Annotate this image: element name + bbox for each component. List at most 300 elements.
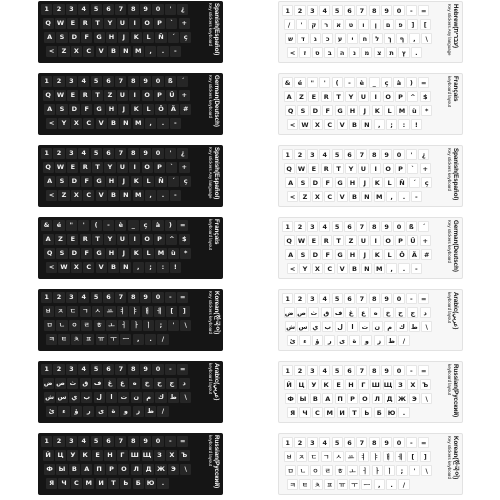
key-sticker: ㅊ	[71, 334, 82, 345]
key-sticker: L	[143, 32, 154, 43]
key-sticker: 6	[344, 365, 355, 376]
key-sticker: -	[406, 437, 417, 448]
key-sticker: G	[335, 249, 346, 260]
key-sticker: N	[120, 190, 131, 201]
keyboard-sticker-sheet	[278, 73, 463, 135]
key-grid	[41, 436, 201, 492]
key-sticker: А	[81, 464, 92, 475]
key-sticker: S	[56, 104, 67, 115]
key-sticker: /	[157, 406, 168, 417]
key-sticker: -	[170, 118, 181, 129]
key-sticker: ס	[312, 47, 323, 58]
key-sticker: ي	[69, 392, 80, 403]
key-sticker: ㄴ	[56, 320, 67, 331]
key-sticker: ر	[324, 335, 335, 346]
key-sticker: 5	[332, 293, 343, 304]
key-sticker: `	[166, 162, 177, 173]
key-sticker: J	[118, 248, 129, 259]
key-sticker: ㄷ	[308, 451, 319, 462]
key-sticker: X	[312, 263, 323, 274]
key-sticker: \	[180, 320, 191, 331]
key-sticker: Ю	[146, 479, 155, 487]
key-sticker: P	[154, 162, 165, 173]
key-sticker: 6	[103, 292, 114, 303]
language-label	[200, 3, 222, 61]
key-sticker: ㅅ	[333, 451, 344, 462]
key-sticker: H	[106, 104, 117, 115]
key-sticker: ,	[145, 190, 156, 201]
key-sticker: В	[310, 393, 321, 404]
key-sticker: H	[106, 176, 117, 187]
key-sticker: 1	[41, 364, 52, 375]
key-sticker: R	[321, 91, 332, 102]
key-sticker: 8	[369, 437, 380, 448]
key-sticker: Е	[92, 450, 103, 461]
key-sticker: Ö	[155, 104, 166, 115]
key-sticker: N	[361, 191, 372, 202]
key-sticker: ,	[145, 46, 156, 57]
key-sticker: و	[361, 335, 372, 346]
key-sticker: 9	[381, 437, 392, 448]
key-sticker: E	[308, 235, 319, 246]
key-row	[285, 105, 434, 117]
language-subtitle: Key stickers keyboard	[447, 220, 452, 263]
key-sticker: غ	[104, 378, 115, 389]
key-sticker: ㅣ	[143, 320, 154, 331]
key-sticker: 4	[78, 292, 89, 303]
key-sticker: 4	[319, 365, 330, 376]
keyboard-sticker-sheet	[278, 217, 463, 279]
key-sticker: B	[108, 262, 119, 273]
key-sticker: \	[180, 392, 191, 403]
key-sticker: 3	[307, 149, 318, 160]
key-sticker: Ъ	[420, 379, 431, 390]
key-row	[44, 392, 193, 404]
key-sticker: 9	[381, 221, 392, 232]
key-sticker: #	[421, 249, 432, 260]
language-label	[439, 292, 461, 350]
key-sticker: ز	[374, 335, 385, 346]
key-sticker: I	[370, 163, 381, 174]
key-sticker: O	[142, 18, 153, 29]
key-sticker: !	[411, 119, 422, 130]
key-sticker: C	[83, 190, 94, 201]
language-subtitle: Key stickers keyboard	[208, 291, 213, 334]
key-sticker: 4	[78, 364, 89, 375]
key-row	[46, 46, 182, 58]
key-sticker: 3	[66, 436, 77, 447]
key-sticker: '	[78, 220, 89, 231]
key-sticker: 5	[91, 364, 102, 375]
key-sticker: ט	[345, 19, 356, 30]
key-sticker: #	[180, 104, 191, 115]
key-sticker: 1	[282, 5, 293, 16]
key-sticker: R	[80, 234, 91, 245]
language-subtitle: keyboard layout	[447, 364, 452, 395]
key-sticker: Z	[345, 235, 356, 246]
key-sticker: Y	[345, 91, 356, 102]
key-grid	[282, 293, 442, 349]
key-sticker: U	[117, 162, 128, 173]
key-sticker: ة	[349, 335, 360, 346]
key-sticker: .	[398, 191, 409, 202]
key-sticker: \	[421, 321, 432, 332]
key-sticker: Н	[345, 379, 356, 390]
keyboard-sticker-sheet	[38, 361, 223, 423]
key-sticker: -	[165, 292, 176, 303]
key-sticker: J	[359, 105, 370, 116]
language-label	[200, 435, 222, 493]
key-row	[41, 220, 190, 232]
key-row	[282, 77, 431, 89]
key-sticker: П	[335, 393, 346, 404]
key-sticker: 6	[344, 293, 355, 304]
key-sticker: ㅇ	[310, 465, 321, 476]
key-sticker: <	[287, 263, 298, 274]
key-sticker: 8	[128, 436, 139, 447]
key-sticker: )	[165, 220, 176, 231]
key-sticker: *	[180, 248, 191, 259]
key-sticker: -	[170, 190, 181, 201]
key-sticker: Х	[407, 379, 418, 390]
key-sticker: /	[398, 479, 409, 490]
key-sticker: У	[308, 379, 319, 390]
key-sticker: י	[347, 33, 358, 44]
key-sticker: ㅎ	[335, 465, 346, 476]
key-sticker: 8	[369, 149, 380, 160]
key-sticker: А	[322, 393, 333, 404]
key-sticker: Ю	[387, 409, 396, 417]
key-sticker: T	[92, 234, 103, 245]
language-title: Spanish(Español)	[452, 148, 459, 201]
key-row	[284, 19, 433, 31]
key-sticker: *	[421, 105, 432, 116]
left-sticker-column	[38, 0, 223, 500]
key-sticker: ב	[324, 47, 335, 58]
key-sticker: K	[131, 32, 142, 43]
key-sticker: ت	[359, 321, 370, 332]
key-sticker: R	[80, 90, 91, 101]
key-sticker: ㅡ	[361, 479, 372, 490]
key-sticker: A	[44, 104, 55, 115]
key-row	[44, 464, 193, 476]
key-sticker: Я	[287, 407, 298, 418]
key-sticker: ح	[154, 378, 165, 389]
keyboard-sticker-sheet	[38, 217, 223, 279]
key-row	[46, 262, 182, 274]
key-sticker: ㅌ	[58, 334, 69, 345]
key-row	[284, 307, 433, 319]
key-sticker: A	[284, 91, 295, 102]
key-sticker: 2	[294, 5, 305, 16]
key-sticker: Й	[43, 450, 54, 461]
key-sticker: ח	[359, 33, 370, 44]
key-sticker: 5	[332, 5, 343, 16]
language-title: German(Deutsch)	[452, 220, 459, 272]
key-sticker: ى	[96, 406, 107, 417]
key-sticker: à	[152, 220, 163, 231]
key-sticker: A	[285, 177, 296, 188]
key-sticker: 8	[369, 365, 380, 376]
key-grid	[41, 364, 201, 420]
key-sticker: P	[154, 18, 165, 29]
key-row	[41, 4, 190, 16]
key-sticker: U	[117, 90, 128, 101]
key-sticker: ש	[285, 33, 296, 44]
key-sticker: ب	[81, 392, 92, 403]
key-sticker: ㄱ	[80, 306, 91, 317]
key-sticker: 9	[140, 292, 151, 303]
key-sticker: .	[157, 46, 168, 57]
key-grid	[282, 5, 442, 61]
key-sticker: כ	[322, 33, 333, 44]
key-sticker: -	[411, 263, 422, 274]
key-sticker: 0	[152, 4, 163, 15]
key-sticker: G	[335, 105, 346, 116]
key-sticker: \	[421, 393, 432, 404]
key-sticker: 7	[115, 4, 126, 15]
language-subtitle: Key stickers keyboard	[447, 436, 452, 479]
key-sticker: 3	[66, 364, 77, 375]
key-sticker: М	[324, 407, 335, 418]
key-sticker: ;	[396, 465, 407, 476]
key-sticker: 2	[294, 365, 305, 376]
key-sticker: 1	[282, 365, 293, 376]
key-row	[46, 190, 182, 202]
key-sticker: ا	[347, 321, 358, 332]
key-sticker: ¿	[177, 148, 188, 159]
language-subtitle: keyboard layout	[208, 219, 213, 250]
key-sticker: $	[420, 91, 431, 102]
keyboard-sticker-sheet	[278, 1, 463, 63]
key-sticker: 8	[128, 76, 139, 87]
key-sticker: H	[347, 105, 358, 116]
key-sticker: +	[179, 162, 190, 173]
key-sticker: ء	[58, 406, 69, 417]
key-sticker: T	[92, 90, 103, 101]
key-sticker: &	[282, 77, 293, 88]
key-sticker: 5	[91, 436, 102, 447]
key-sticker: -	[165, 364, 176, 375]
key-sticker: Й	[284, 379, 295, 390]
key-sticker: ن	[372, 321, 383, 332]
key-row	[46, 118, 182, 130]
key-sticker: 5	[332, 437, 343, 448]
key-sticker: .	[157, 190, 168, 201]
key-sticker: 2	[53, 76, 64, 87]
key-sticker: ج	[166, 378, 177, 389]
key-sticker: ه	[129, 378, 140, 389]
key-row	[282, 365, 431, 377]
key-sticker: Ь	[361, 407, 372, 418]
key-sticker: ㅏ	[131, 320, 142, 331]
key-sticker: 0	[152, 364, 163, 375]
language-subtitle: Key stickers keyboard	[208, 3, 213, 46]
key-sticker: K	[372, 177, 383, 188]
key-sticker: ;	[155, 320, 166, 331]
key-sticker: O	[383, 91, 394, 102]
key-sticker: \	[180, 464, 191, 475]
key-sticker: 7	[356, 437, 367, 448]
key-sticker: Ü	[166, 90, 177, 101]
key-sticker: 3	[66, 76, 77, 87]
key-sticker: К	[80, 450, 91, 461]
key-sticker: P	[154, 234, 165, 245]
key-sticker: ㅋ	[287, 479, 298, 490]
key-sticker: 6	[103, 436, 114, 447]
key-sticker: X	[71, 190, 82, 201]
key-sticker: /	[284, 19, 295, 30]
key-sticker: ç	[180, 176, 191, 187]
key-sticker: Q	[43, 162, 54, 173]
key-sticker: R	[80, 18, 91, 29]
key-sticker: .	[398, 407, 409, 418]
key-sticker: ^	[166, 234, 177, 245]
key-sticker: X	[312, 191, 323, 202]
key-sticker: 4	[78, 76, 89, 87]
key-sticker: J	[359, 249, 370, 260]
key-sticker: P	[154, 90, 165, 101]
key-sticker: 9	[140, 364, 151, 375]
key-sticker: ض	[43, 379, 53, 387]
key-sticker: 8	[369, 293, 380, 304]
key-sticker: 6	[103, 4, 114, 15]
key-sticker: З	[395, 379, 406, 390]
key-sticker: N	[361, 263, 372, 274]
key-sticker: ش	[286, 323, 296, 331]
key-sticker: -	[103, 220, 114, 231]
key-sticker: Д	[384, 393, 395, 404]
key-sticker: 7	[115, 292, 126, 303]
key-sticker: :	[398, 119, 409, 130]
key-sticker: ج	[407, 307, 418, 318]
key-sticker: A	[285, 249, 296, 260]
key-sticker: 6	[103, 364, 114, 375]
key-sticker: Щ	[383, 381, 393, 389]
key-sticker: 7	[115, 364, 126, 375]
key-sticker: 4	[319, 5, 330, 16]
key-sticker: ;	[145, 262, 156, 273]
key-sticker: 3	[307, 365, 318, 376]
key-sticker: ^	[407, 91, 418, 102]
key-sticker: ,	[374, 119, 385, 130]
language-label	[200, 75, 222, 133]
key-sticker: Т	[349, 407, 360, 418]
key-sticker: H	[347, 177, 358, 188]
key-sticker: Q	[43, 18, 54, 29]
key-sticker: 0	[393, 437, 404, 448]
key-sticker: Ä	[409, 249, 420, 260]
key-sticker: ㅔ	[395, 451, 406, 462]
key-sticker: ]	[420, 451, 431, 462]
key-row	[285, 321, 434, 333]
key-sticker: Ö	[396, 249, 407, 260]
key-sticker: L	[143, 104, 154, 115]
key-sticker: 7	[356, 5, 367, 16]
key-row	[285, 465, 434, 477]
key-sticker: ي	[310, 321, 321, 332]
key-sticker: ף	[396, 33, 407, 44]
key-sticker: D	[69, 32, 80, 43]
key-row	[282, 5, 431, 17]
key-sticker: I	[129, 162, 140, 173]
key-sticker: G	[335, 177, 346, 188]
keyboard-sticker-sheet	[38, 289, 223, 351]
key-sticker: 2	[53, 364, 64, 375]
key-sticker: א	[333, 19, 344, 30]
key-sticker: H	[106, 32, 117, 43]
key-sticker: ر	[83, 406, 94, 417]
key-row	[284, 451, 433, 463]
key-sticker: T	[333, 235, 344, 246]
key-sticker: س	[298, 323, 308, 331]
key-sticker: K	[131, 176, 142, 187]
key-sticker: -	[406, 365, 417, 376]
key-sticker: ㅛ	[345, 451, 356, 462]
key-sticker: U	[358, 91, 369, 102]
language-subtitle: Key stickers Any language	[208, 147, 213, 199]
key-row	[284, 91, 433, 103]
key-sticker: K	[131, 104, 142, 115]
key-row	[44, 104, 193, 116]
key-sticker: D	[69, 248, 80, 259]
key-sticker: ㅈ	[55, 306, 66, 317]
language-subtitle: Key stickers Any language	[447, 4, 452, 56]
key-sticker: B	[349, 191, 360, 202]
key-sticker: 2	[53, 292, 64, 303]
key-sticker: 9	[381, 293, 392, 304]
key-sticker: .	[398, 263, 409, 274]
key-sticker: 1	[41, 292, 52, 303]
key-row	[43, 162, 192, 174]
key-sticker: خ	[383, 307, 394, 318]
key-sticker: ك	[396, 321, 407, 332]
key-sticker: _	[128, 220, 139, 231]
key-sticker: N	[120, 118, 131, 129]
key-sticker: \	[421, 465, 432, 476]
key-sticker: ㄱ	[321, 451, 332, 462]
key-sticker: M	[374, 191, 385, 202]
key-sticker: Т	[108, 478, 119, 489]
language-label	[439, 220, 461, 278]
key-sticker: 7	[356, 149, 367, 160]
key-sticker: ص	[297, 309, 306, 317]
key-sticker: ؤ	[71, 406, 82, 417]
key-sticker: ㅓ	[359, 465, 370, 476]
key-row	[46, 334, 170, 346]
key-sticker: 0	[152, 292, 163, 303]
key-sticker: U	[358, 163, 369, 174]
key-row	[287, 407, 411, 419]
key-sticker: L	[384, 249, 395, 260]
key-sticker: ㅓ	[118, 320, 129, 331]
key-sticker: -	[406, 5, 417, 16]
key-sticker: И	[337, 407, 348, 418]
key-sticker: S	[297, 105, 308, 116]
key-row	[41, 148, 190, 160]
key-sticker: <	[46, 46, 57, 57]
key-sticker: Ш	[371, 381, 380, 389]
key-sticker: Е	[333, 379, 344, 390]
key-sticker: И	[96, 478, 107, 489]
key-sticker: W	[296, 235, 307, 246]
key-sticker: 3	[66, 292, 77, 303]
key-sticker: 7	[356, 365, 367, 376]
key-sticker: Ь	[120, 478, 131, 489]
key-sticker: é	[294, 77, 305, 88]
language-title: Spanish(Español)	[213, 147, 220, 200]
key-sticker: -	[411, 191, 422, 202]
